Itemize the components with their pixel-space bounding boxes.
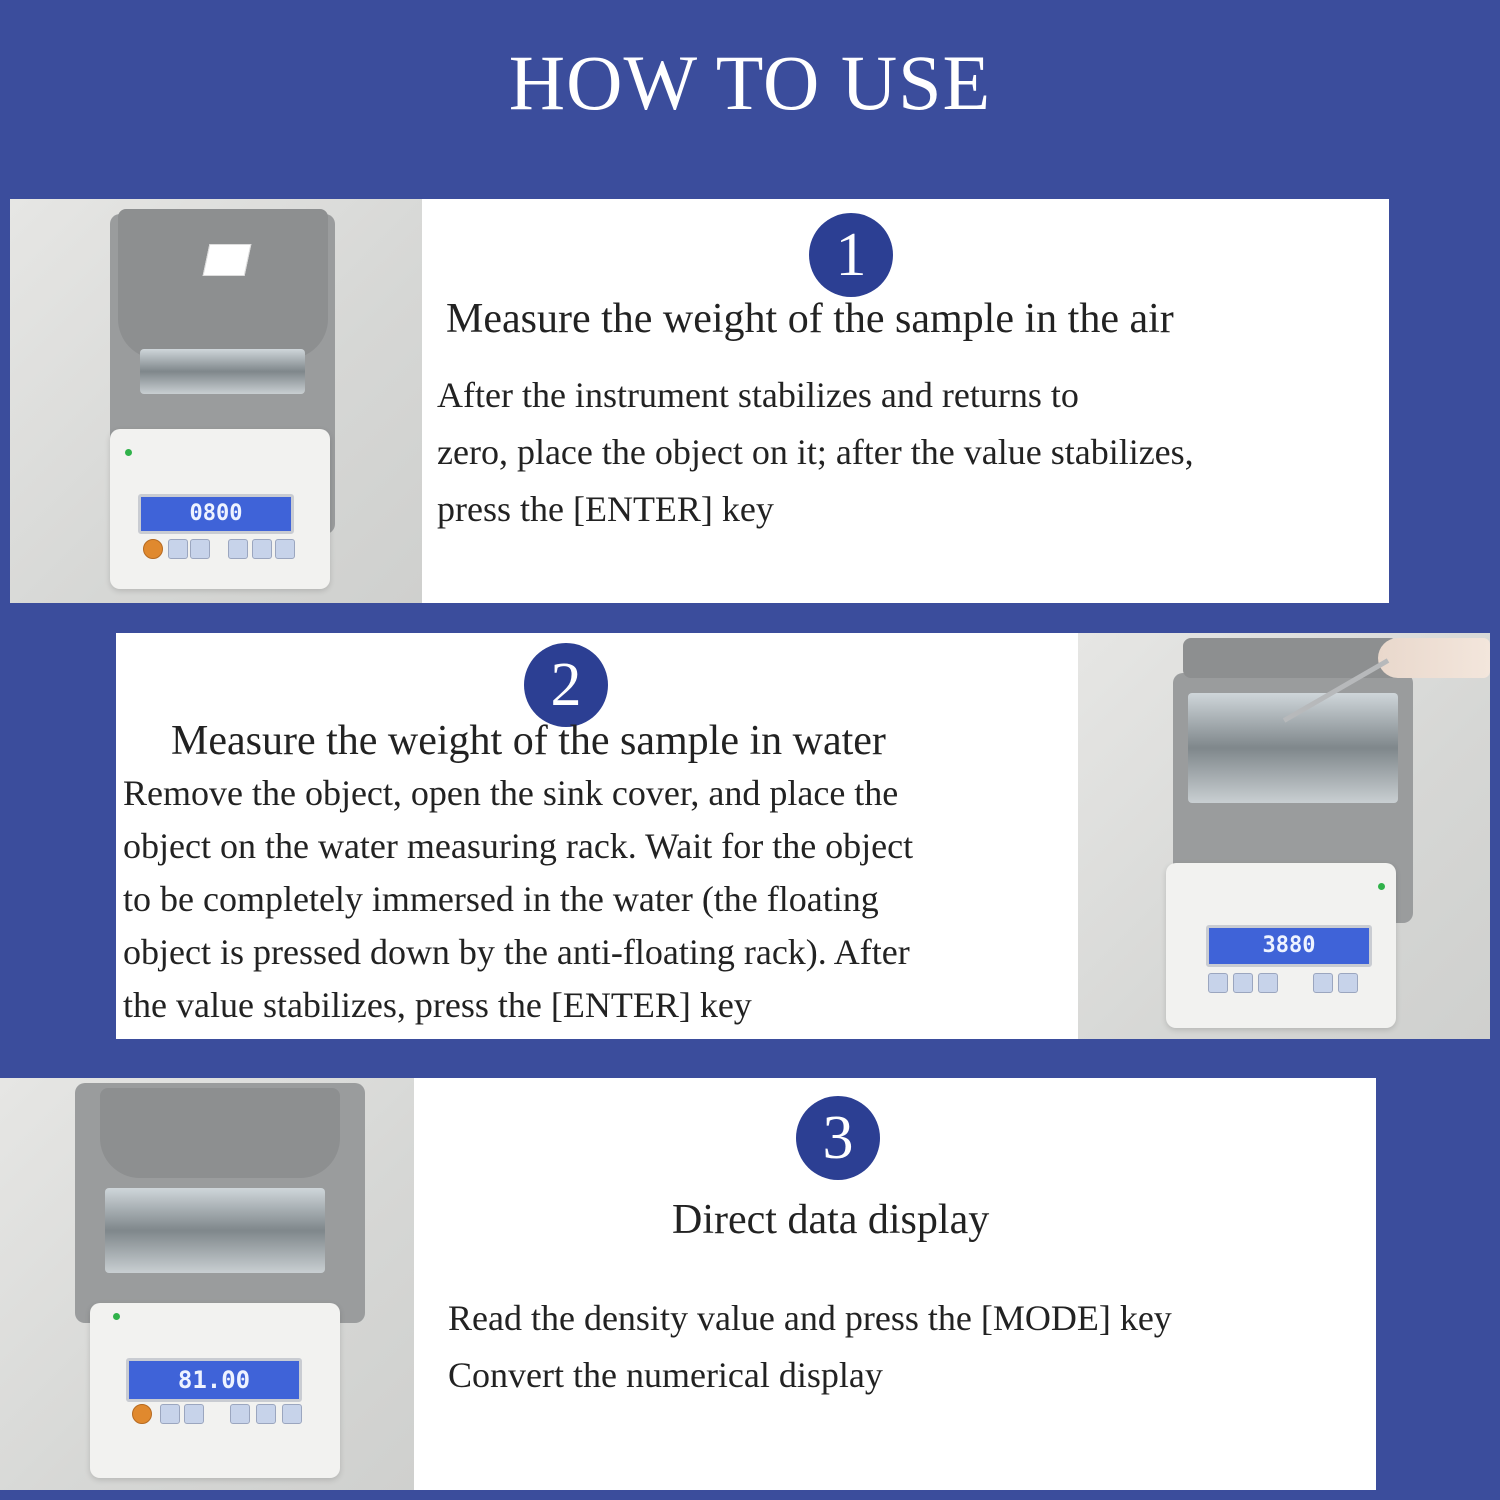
step3-panel [414,1078,1376,1490]
step2-body-line: to be completely immersed in the water (the floating [123,879,879,919]
step2-body-line: object on the water measuring rack. Wait for the object [123,826,914,866]
step3-heading: Direct data display [672,1197,990,1243]
step1-body [437,367,1194,538]
page-title: HOW TO USE [508,39,992,126]
step3-body-line: Read the density value and press the [MODE] key [448,1298,1172,1338]
step2-display: 3880 [1206,925,1372,967]
step1-body-line: zero, place the object on it; after the value stabilizes, [437,432,1194,472]
step2-number-badge: 2 [524,643,608,727]
step3-body-line: Convert the numerical display [448,1355,883,1395]
step3-photo [0,1078,414,1490]
step2-body-line: the value stabilizes, press the [ENTER] key [123,985,752,1025]
step1-heading: Measure the weight of the sample in the air [446,296,1174,342]
step2-body [123,767,913,1032]
step1-display: 0800 [138,494,294,534]
step3-display: 81.00 [126,1358,302,1402]
step2-panel [116,633,1078,1039]
step1-body-line: press the [ENTER] key [437,489,774,529]
step3-body [448,1290,1172,1404]
step2-body-line: Remove the object, open the sink cover, and place the [123,773,899,813]
hand-with-tweezers [1378,638,1490,678]
step2-body-line: object is pressed down by the anti-floating rack). After [123,932,910,972]
step3-number-badge: 3 [796,1096,880,1180]
step1-panel [422,199,1389,603]
step1-photo [10,199,422,603]
step1-body-line: After the instrument stabilizes and returns to [437,375,1079,415]
step2-photo [1078,633,1490,1039]
step1-number-badge: 1 [809,213,893,297]
step2-heading: Measure the weight of the sample in water [171,718,886,764]
